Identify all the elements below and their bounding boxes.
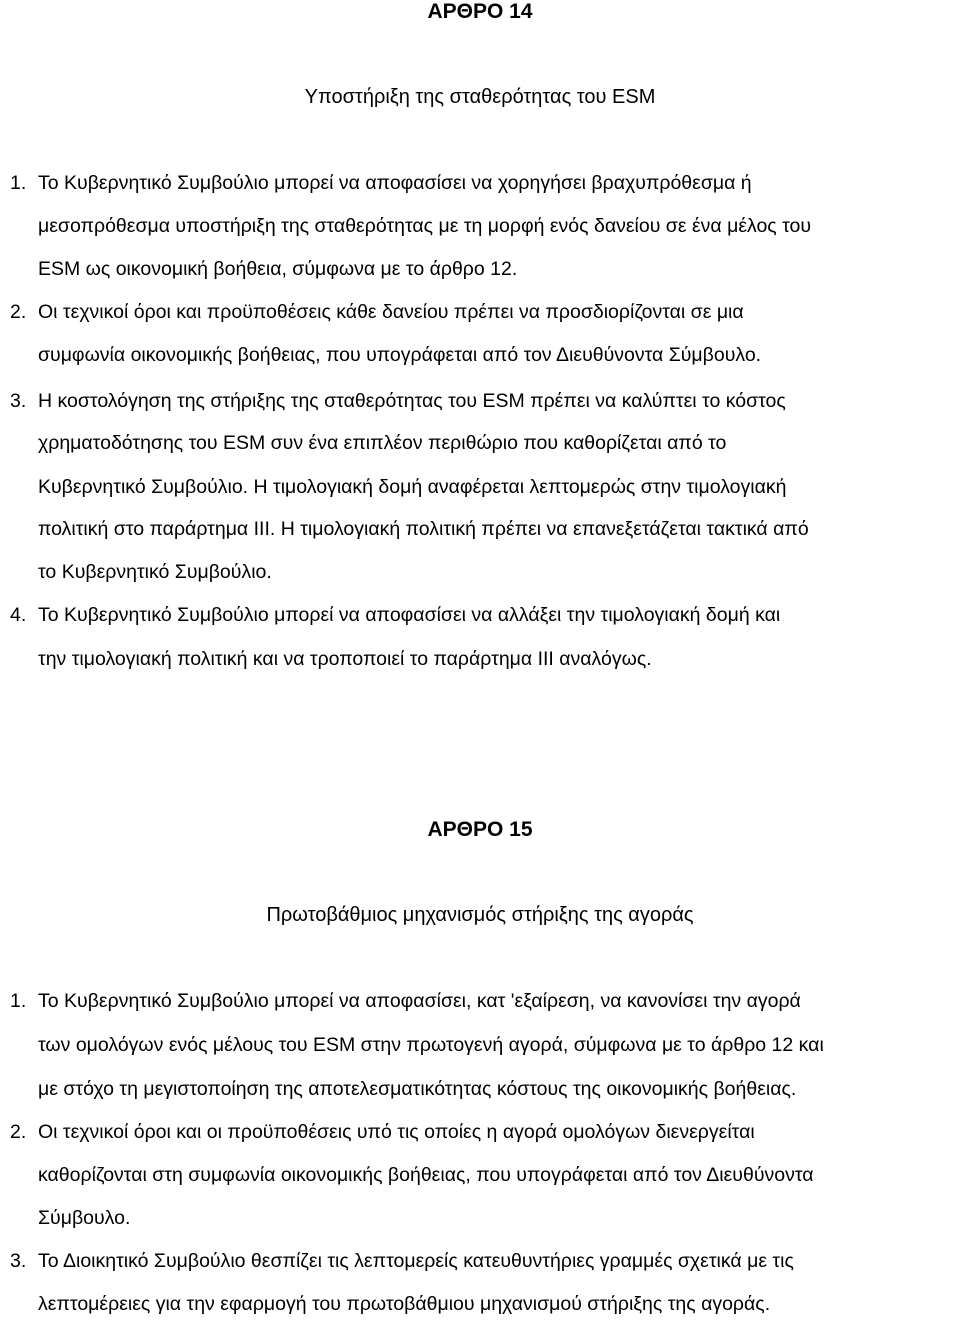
article-14-item-2-number: 2.	[10, 301, 27, 323]
article-15-item-1-line-3: με στόχο τη μεγιστοποίηση της αποτελεσματικότητας κόστους της οικονομικής βοήθειας.	[38, 1078, 797, 1100]
article-15-item-2-line-2: καθορίζονται στη συμφωνία οικονομικής βοήθειας, που υπογράφεται από τον Διευθύνοντα	[38, 1164, 814, 1186]
article-15-heading: ΑΡΘΡΟ 15	[427, 818, 533, 841]
article-15-item-3-line-2: λεπτομέρειες για την εφαρμογή του πρωτοβάθμιου μηχανισμού στήριξης της αγοράς.	[38, 1293, 771, 1315]
article-14-item-3-line-5: το Κυβερνητικό Συμβούλιο.	[38, 561, 272, 583]
article-14-item-3-line-1: Η κοστολόγηση της στήριξης της σταθερότητας του ESM πρέπει να καλύπτει το κόστος	[38, 390, 786, 412]
article-15-item-2-line-1: Οι τεχνικοί όροι και οι προϋποθέσεις υπό τις οποίες η αγορά ομολόγων διενεργείται	[38, 1121, 755, 1143]
article-14-item-3-number: 3.	[10, 390, 27, 412]
article-14-item-3-line-3: Κυβερνητικό Συμβούλιο. Η τιμολογιακή δομή αναφέρεται λεπτομερώς στην τιμολογιακή	[38, 476, 787, 498]
article-14-item-3-line-4: πολιτική στο παράρτημα ΙΙΙ. Η τιμολογιακή πολιτική πρέπει να επανεξετάζεται τακτικά από	[38, 518, 809, 540]
article-14-item-4-number: 4.	[10, 604, 27, 626]
article-14-item-3-line-2: χρηματοδότησης του ESM συν ένα επιπλέον περιθώριο που καθορίζεται από το	[38, 432, 727, 454]
article-14-item-2-line-1: Οι τεχνικοί όροι και προϋποθέσεις κάθε δανείου πρέπει να προσδιορίζονται σε μια	[38, 301, 744, 323]
article-15-subtitle: Πρωτοβάθμιος μηχανισμός στήριξης της αγοράς	[266, 904, 694, 926]
article-15-item-3-line-1: Το Διοικητικό Συμβούλιο θεσπίζει τις λεπτομερείς κατευθυντήριες γραμμές σχετικά με τις	[38, 1250, 794, 1272]
article-14-item-4-line-2: την τιμολογιακή πολιτική και να τροποποιεί το παράρτημα ΙΙΙ αναλόγως.	[38, 648, 652, 670]
article-14-item-1-line-2: μεσοπρόθεσμα υποστήριξη της σταθερότητας με τη μορφή ενός δανείου σε ένα μέλος του	[38, 215, 812, 237]
article-15-item-3-number: 3.	[10, 1250, 27, 1272]
article-14-item-2-line-2: συμφωνία οικονομικής βοήθειας, που υπογράφεται από τον Διευθύνοντα Σύμβουλο.	[38, 344, 762, 366]
article-15-item-1-line-2: των ομολόγων ενός μέλους του ESM στην πρωτογενή αγορά, σύμφωνα με το άρθρο 12 και	[38, 1034, 824, 1056]
article-15-item-2-line-3: Σύμβουλο.	[38, 1207, 131, 1229]
article-14-item-1-line-1: Το Κυβερνητικό Συμβούλιο μπορεί να αποφασίσει να χορηγήσει βραχυπρόθεσμα ή	[38, 172, 752, 194]
article-14-heading: ΑΡΘΡΟ 14	[427, 0, 533, 23]
article-15-item-1-line-1: Το Κυβερνητικό Συμβούλιο μπορεί να αποφασίσει, κατ 'εξαίρεση, να κανονίσει την αγορά	[38, 990, 801, 1012]
article-14-item-4-line-1: Το Κυβερνητικό Συμβούλιο μπορεί να αποφασίσει να αλλάξει την τιμολογιακή δομή και	[38, 604, 781, 626]
article-14-subtitle: Υποστήριξη της σταθερότητας του ESM	[304, 86, 656, 108]
article-15-item-1-number: 1.	[10, 990, 27, 1012]
article-14-item-1-number: 1.	[10, 172, 27, 194]
article-15-item-2-number: 2.	[10, 1121, 27, 1143]
article-14-item-1-line-3: ESM ως οικονομική βοήθεια, σύμφωνα με το άρθρο 12.	[38, 258, 518, 280]
